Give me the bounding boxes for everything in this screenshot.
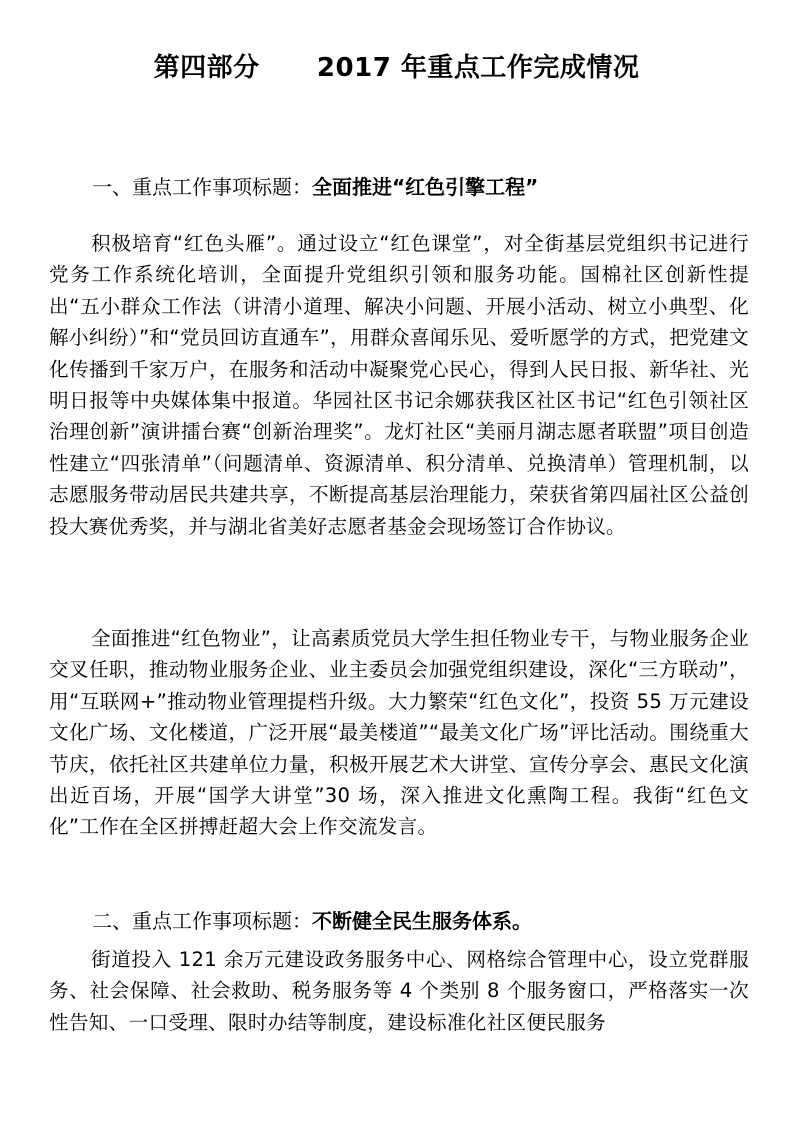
section-heading-2-title: 不断健全民生服务体系。 <box>312 909 532 933</box>
section-heading-1-prefix: 一、重点工作事项标题： <box>92 175 312 199</box>
section-heading-2-prefix: 二、重点工作事项标题： <box>92 909 312 933</box>
section-heading-1-title: 全面推进“红色引擎工程” <box>312 175 539 199</box>
paragraph-red-leaders: 积极培育“红色头雁”。通过设立“红色课堂”，对全街基层党组织书记进行党务工作系统化培训，全面提升党组织引领和服务功能。国棉社区创新性提出“五小群众工作法（讲清小道理、解决小问题、开展小活动、树立小典型、化解小纠纷）”和“党员回访直通车”，用群众喜闻乐见、爱听愿学的方式，把党建文化传播到千家万户，在服务和活动中凝聚党心民心，得到人民日报、新华社、光明日报等中央媒体集中报道。华园社区书记余娜获我区社区书记“红色引领社区治理创新”演讲擂台赛“创新治理奖”。龙灯社区“美丽月湖志愿者联盟”项目创造性建立“四张清单”（问题清单、资源清单、积分清单、兑换清单）管理机制，以志愿服务带动居民共建共享，不断提高基层治理能力，荣获省第四届社区公益创投大赛优秀奖，并与湖北省美好志愿者基金会现场签订合作协议。 <box>49 232 749 538</box>
page-title: 第四部分 2017 年重点工作完成情况 <box>153 53 640 83</box>
paragraph-red-property: 全面推进“红色物业”，让高素质党员大学生担任物业专干，与物业服务企业交叉任职，推动物业服务企业、业主委员会加强党组织建设，深化“三方联动”，用“互联网+”推动物业管理提档升级。大力繁荣“红色文化”，投资 55 万元建设文化广场、文化楼道，广泛开展“最美楼道”“最美文化广场”评比活动。围绕重大节庆，依托社区共建单位力量，积极开展艺术大讲堂、宣传分享会、惠民文化演出近百场，开展“国学大讲堂”30 场，深入推进文化熏陶工程。我街“红色文化”工作在全区拼搏赶超大会上作交流发言。 <box>49 627 749 839</box>
paragraph-service-center: 街道投入 121 余万元建设政务服务中心、网格综合管理中心，设立党群服务、社会保障、社会救助、税务服务等 4 个类别 8 个服务窗口，严格落实一次性告知、一口受理、限时办结等制度，建设标准化社区便民服务 <box>49 948 749 1034</box>
section-heading-2 <box>92 904 532 938</box>
section-heading-1 <box>92 170 538 204</box>
